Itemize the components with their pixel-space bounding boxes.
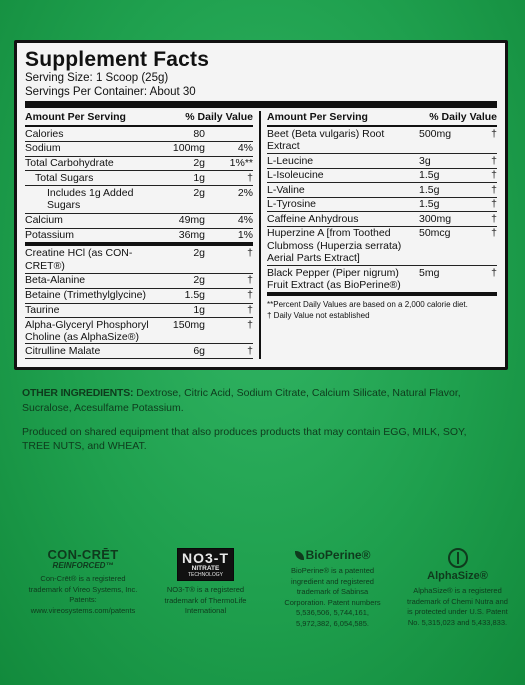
leaf-icon bbox=[295, 551, 304, 560]
alphasize-icon bbox=[448, 548, 468, 568]
ingredient-dv: † bbox=[491, 227, 497, 239]
nutrient-name: Betaine (Trimethylglycine) bbox=[25, 289, 146, 302]
alphasize-trademark-text: AlphaSize® is a registered trademark of Chemi Nutra and is protected under U.S. Patent No. 5,315,023 and 5,433,833. bbox=[407, 586, 508, 627]
left-rows bbox=[25, 127, 253, 359]
ingredient-amount: 300mg bbox=[419, 212, 452, 225]
bioperine-trademark-text: BioPerine® is a patented ingredient and registered trademark of Sabinsa Corporation. Patent numbers 5,536,506, 5,744,161, 5,972,382, 6,054,585. bbox=[284, 566, 381, 628]
nutrient-name: Citrulline Malate bbox=[25, 344, 101, 357]
ingredient-dv: † bbox=[491, 183, 497, 196]
other-ingredients bbox=[22, 386, 512, 416]
ingredient-name: L-Isoleucine bbox=[267, 169, 324, 181]
right-header bbox=[267, 111, 497, 127]
nutrient-name: Creatine HCl (as CON-CRET®) bbox=[25, 246, 133, 272]
facts-row bbox=[25, 214, 253, 229]
nutrient-amount: 1g bbox=[193, 171, 205, 184]
alphasize-logo-mark: AlphaSize® bbox=[427, 570, 488, 582]
facts-right-column bbox=[261, 111, 497, 359]
ingredient-name: Black Pepper (Piper nigrum) Fruit Extract (as BioPerine®) bbox=[267, 266, 401, 291]
concret-logo: CON-CRĒT bbox=[47, 547, 119, 562]
facts-title: Supplement Facts bbox=[25, 48, 210, 71]
nutrient-dv: 1%** bbox=[229, 157, 253, 170]
footnote-daily-values: **Percent Daily Values are based on a 2,000 calorie diet. bbox=[267, 300, 468, 309]
serving-size: Serving Size: 1 Scoop (25g) bbox=[25, 72, 169, 84]
nutrient-name: Total Carbohydrate bbox=[25, 157, 114, 170]
nutrient-name: Calories bbox=[25, 127, 64, 140]
ingredient-amount: 3g bbox=[419, 154, 431, 167]
nutrient-dv: 4% bbox=[237, 142, 253, 155]
left-header bbox=[25, 111, 253, 127]
ingredient-name: L-Tyrosine bbox=[267, 198, 317, 210]
right-header-dv: % Daily Value bbox=[429, 111, 497, 123]
facts-row bbox=[25, 274, 253, 289]
nutrient-amount: 2g bbox=[193, 186, 205, 199]
ingredient-dv: † bbox=[491, 212, 497, 225]
nutrient-dv: † bbox=[247, 289, 253, 302]
facts-row bbox=[25, 318, 253, 344]
right-header-amount: Amount Per Serving bbox=[267, 111, 368, 123]
nutrient-dv: † bbox=[247, 246, 253, 259]
facts-row bbox=[267, 154, 497, 169]
ingredient-dv: † bbox=[491, 154, 497, 167]
ingredient-name: Caffeine Anhydrous bbox=[267, 212, 359, 225]
nutrient-amount: 150mg bbox=[172, 318, 205, 331]
facts-left-column bbox=[25, 111, 261, 359]
divider-bar bbox=[25, 101, 497, 108]
nutrient-amount: 2g bbox=[193, 157, 205, 170]
no3t-logo-sub: NITRATE bbox=[191, 565, 220, 572]
nutrient-amount: 1g bbox=[193, 304, 205, 317]
nutrient-dv: 2% bbox=[237, 186, 253, 199]
supplement-facts-panel bbox=[14, 40, 508, 370]
ingredient-dv: † bbox=[491, 127, 497, 140]
no3t-logo-mark: NO3-T bbox=[182, 550, 229, 566]
facts-row bbox=[25, 246, 253, 274]
nutrient-amount: 80 bbox=[193, 127, 205, 140]
nutrient-dv: † bbox=[247, 344, 253, 357]
left-header-dv: % Daily Value bbox=[185, 111, 253, 123]
facts-columns bbox=[25, 111, 497, 359]
left-header-amount: Amount Per Serving bbox=[25, 111, 126, 123]
nutrient-name: Taurine bbox=[25, 304, 60, 317]
footnote-not-established: † Daily Value not established bbox=[267, 311, 370, 320]
allergen-statement: Produced on shared equipment that also produces products that may contain EGG, MILK, SOY, TREE NUTS, and WHEAT. bbox=[22, 426, 467, 452]
nutrient-dv: † bbox=[247, 318, 253, 331]
nutrient-dv: † bbox=[247, 274, 253, 287]
facts-row bbox=[25, 171, 253, 186]
nutrient-name: Alpha-Glyceryl Phosphoryl Choline (as AlphaSize®) bbox=[25, 318, 149, 343]
other-ingredients-text: Dextrose, Citric Acid, Sodium Citrate, Calcium Silicate, Natural Flavor, Sucralose, Acesulfame Potassium. bbox=[22, 387, 461, 414]
no3t-logo-sub2: TECHNOLOGY bbox=[187, 572, 223, 578]
nutrient-dv bbox=[209, 128, 253, 141]
facts-row bbox=[25, 344, 253, 359]
nutrient-amount: 36mg bbox=[178, 229, 205, 242]
nutrient-amount: 2g bbox=[193, 246, 205, 259]
facts-row bbox=[25, 229, 253, 247]
ingredient-dv: † bbox=[491, 198, 497, 210]
bioperine-logo-block bbox=[280, 548, 385, 629]
facts-row bbox=[267, 212, 497, 227]
facts-row bbox=[267, 227, 497, 267]
facts-row bbox=[25, 157, 253, 172]
ingredient-amount: 1.5g bbox=[419, 198, 440, 210]
ingredient-name: Beet (Beta vulgaris) Root Extract bbox=[267, 127, 385, 152]
no3t-logo bbox=[177, 548, 234, 581]
ingredient-name: Huperzine A [from Toothed Clubmoss (Huperzia serrata) Aerial Parts Extract] bbox=[267, 227, 402, 264]
facts-row bbox=[25, 186, 253, 214]
no3t-trademark-text: NO3-T® is a registered trademark of ThermoLife International bbox=[164, 585, 247, 615]
right-rows bbox=[267, 127, 497, 296]
facts-row bbox=[267, 198, 497, 213]
ingredient-amount: 5mg bbox=[419, 266, 440, 279]
nutrient-dv: † bbox=[247, 304, 253, 317]
nutrient-name: Sodium bbox=[25, 142, 61, 155]
nutrient-name: Total Sugars bbox=[35, 171, 94, 184]
ingredient-amount: 500mg bbox=[419, 127, 452, 140]
ingredient-dv: † bbox=[491, 266, 497, 279]
nutrient-amount: 1.5g bbox=[184, 289, 205, 302]
nutrient-amount: 6g bbox=[193, 344, 205, 357]
ingredient-name: L-Valine bbox=[267, 183, 305, 196]
nutrient-amount: 100mg bbox=[172, 142, 205, 155]
concret-logo-sub: REINFORCED™ bbox=[52, 561, 114, 570]
alphasize-logo-block bbox=[405, 548, 510, 628]
other-ingredients-label: OTHER INGREDIENTS: bbox=[22, 387, 134, 399]
ingredient-amount: 1.5g bbox=[419, 169, 440, 181]
facts-row bbox=[25, 142, 253, 157]
nutrient-dv: † bbox=[247, 171, 253, 184]
concret-trademark-text: Con-Crēt® is a registered trademark of Vireo Systems, Inc. Patents: www.vireosystems.com/patents bbox=[28, 574, 138, 615]
ingredient-name: L-Leucine bbox=[267, 154, 314, 167]
facts-row bbox=[267, 183, 497, 198]
nutrient-name: Beta-Alanine bbox=[25, 274, 86, 287]
nutrient-amount: 2g bbox=[193, 274, 205, 287]
facts-row bbox=[25, 127, 253, 142]
no3t-logo-block bbox=[158, 548, 253, 617]
facts-row bbox=[267, 169, 497, 184]
facts-row bbox=[267, 127, 497, 154]
nutrient-name: Includes 1g Added Sugars bbox=[47, 186, 134, 212]
facts-row bbox=[25, 304, 253, 319]
ingredient-amount: 50mcg bbox=[419, 227, 451, 239]
ingredient-dv: † bbox=[491, 169, 497, 181]
nutrient-name: Calcium bbox=[25, 214, 63, 227]
concret-logo-block bbox=[28, 548, 138, 616]
facts-row bbox=[25, 289, 253, 304]
bioperine-logo bbox=[280, 548, 385, 562]
ingredient-amount: 1.5g bbox=[419, 183, 440, 196]
nutrient-dv: 4% bbox=[237, 214, 253, 227]
servings-per-container: Servings Per Container: About 30 bbox=[25, 86, 196, 98]
nutrient-name: Potassium bbox=[25, 229, 75, 242]
bioperine-logo-mark: BioPerine® bbox=[305, 548, 371, 562]
nutrient-amount: 49mg bbox=[178, 214, 205, 227]
facts-row bbox=[267, 266, 497, 296]
footnotes bbox=[267, 296, 497, 321]
nutrient-dv: 1% bbox=[237, 229, 253, 242]
